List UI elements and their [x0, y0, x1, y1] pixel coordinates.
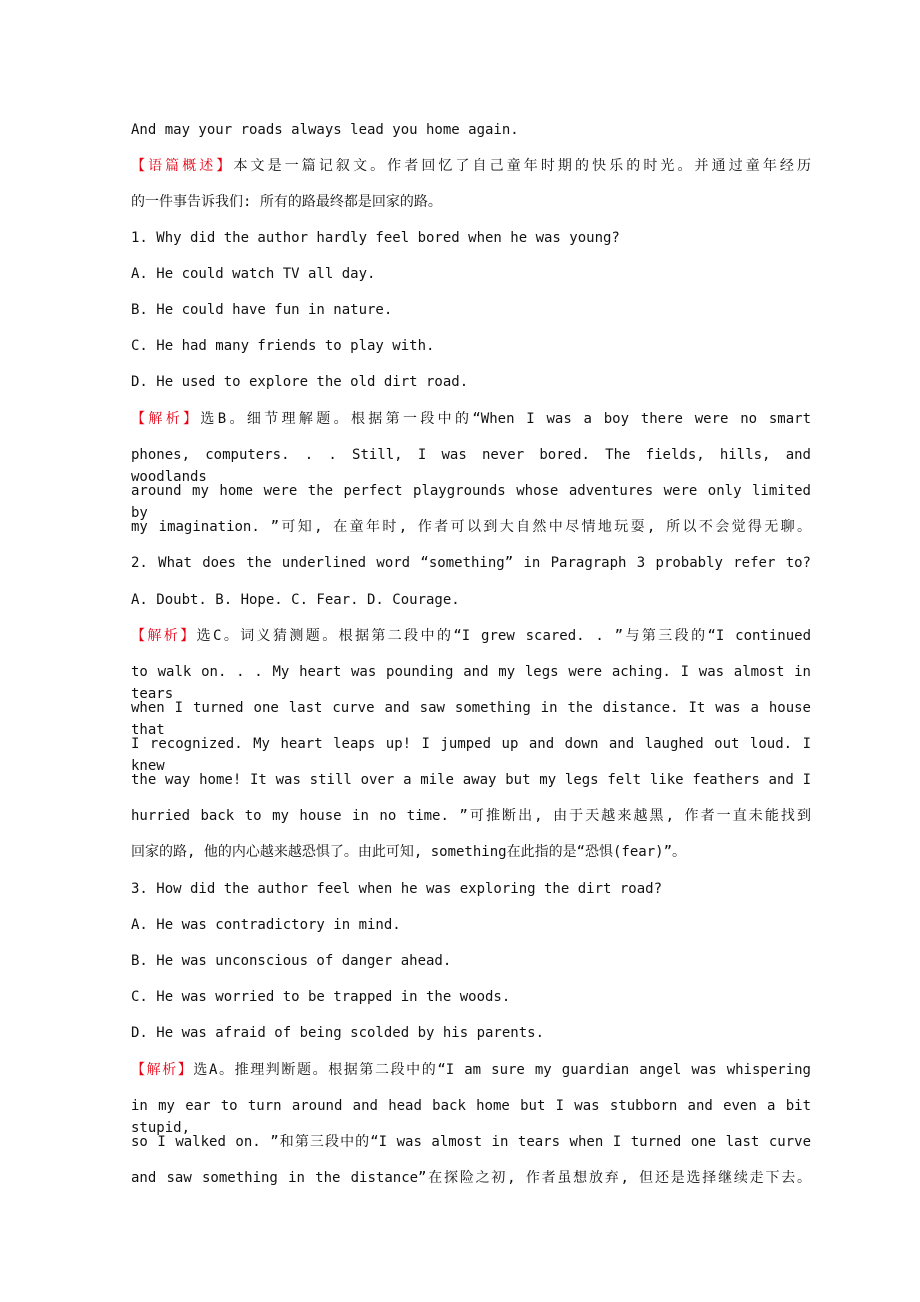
line-text: B. He was unconscious of danger ahead.: [131, 953, 452, 969]
section-label: 【解析】: [131, 1062, 194, 1078]
line-text: hurried back to my house in no time. ”可推断出, 由于天越来越黑, 作者一直未能找到: [131, 808, 811, 824]
line-text: I recognized. My heart leaps up! I jumped up and down and laughed out loud. I knew: [131, 736, 811, 774]
text-line: [131, 589, 811, 611]
text-line: [131, 516, 811, 538]
line-text: A. He was contradictory in mind.: [131, 917, 401, 933]
line-text: so I walked on. ”和第三段中的“I was almost in tears when I turned one last curve: [131, 1134, 811, 1150]
text-line: [131, 769, 811, 791]
text-line: [131, 191, 811, 213]
line-text: D. He was afraid of being scolded by his parents.: [131, 1025, 545, 1041]
text-line: [131, 1022, 811, 1044]
text-line: [131, 335, 811, 357]
text-line: [131, 805, 811, 827]
section-label: 【解析】: [131, 411, 201, 427]
line-text: C. He had many friends to play with.: [131, 338, 435, 354]
line-text: in my ear to turn around and head back home but I was stubborn and even a bit stupid,: [131, 1098, 811, 1136]
text-line: [131, 1167, 811, 1189]
text-line: [131, 878, 811, 900]
text-line: [131, 119, 811, 141]
line-text: 回家的路, 他的内心越来越恐惧了。由此可知, something在此指的是“恐惧(fear)”。: [131, 844, 687, 860]
line-text: around my home were the perfect playgrounds whose adventures were only limited by: [131, 483, 811, 521]
text-line: [131, 625, 811, 647]
line-text: when I turned one last curve and saw something in the distance. It was a house that: [131, 700, 811, 738]
line-text: phones, computers. . . Still, I was never bored. The fields, hills, and woodlands: [131, 447, 811, 485]
text-line: [131, 227, 811, 249]
text-line: [131, 480, 811, 521]
text-line: [131, 1059, 811, 1081]
text-line: [131, 986, 811, 1008]
text-line: [131, 371, 811, 393]
line-text: 本文是一篇记叙文。作者回忆了自己童年时期的快乐的时光。并通过童年经历: [233, 158, 812, 174]
line-text: to walk on. . . My heart was pounding and my legs were aching. I was almost in tears: [131, 664, 811, 702]
text-line: [131, 914, 811, 936]
line-text: and saw something in the distance”在探险之初, 作者虽想放弃, 但还是选择继续走下去。: [131, 1170, 811, 1186]
line-text: 选C。词义猜测题。根据第二段中的“I grew scared. . ”与第三段的“I continued: [196, 628, 812, 644]
text-line: [131, 841, 811, 863]
text-line: [131, 1131, 811, 1153]
line-text: 选B。细节理解题。根据第一段中的“When I was a boy there were no smart: [200, 411, 811, 427]
line-text: C. He was worried to be trapped in the woods.: [131, 989, 511, 1005]
line-text: 1. Why did the author hardly feel bored when he was young?: [131, 230, 620, 246]
text-line: [131, 408, 811, 430]
line-text: 的一件事告诉我们: 所有的路最终都是回家的路。: [131, 194, 442, 210]
line-text: my imagination. ”可知, 在童年时, 作者可以到大自然中尽情地玩耍, 所以不会觉得无聊。: [131, 519, 811, 535]
line-text: the way home! It was still over a mile away but my legs felt like feathers and I: [131, 772, 811, 788]
text-line: [131, 155, 811, 177]
line-text: D. He used to explore the old dirt road.: [131, 374, 469, 390]
line-text: A. Doubt. B. Hope. C. Fear. D. Courage.: [131, 592, 460, 608]
line-text: 3. How did the author feel when he was exploring the dirt road?: [131, 881, 663, 897]
text-line: [131, 299, 811, 321]
text-line: [131, 552, 811, 574]
line-text: B. He could have fun in nature.: [131, 302, 393, 318]
line-text: 2. What does the underlined word “something” in Paragraph 3 probably refer to?: [131, 555, 811, 571]
text-line: [131, 661, 811, 702]
line-text: A. He could watch TV all day.: [131, 266, 376, 282]
text-line: [131, 733, 811, 774]
section-label: 【语篇概述】: [131, 158, 234, 174]
text-line: [131, 263, 811, 285]
line-text: 选A。推理判断题。根据第二段中的“I am sure my guardian angel was whispering: [193, 1062, 811, 1078]
section-label: 【解析】: [131, 628, 197, 644]
text-line: [131, 950, 811, 972]
text-line: [131, 444, 811, 485]
text-line: [131, 1095, 811, 1136]
line-text: And may your roads always lead you home again.: [131, 122, 519, 138]
text-line: [131, 697, 811, 738]
